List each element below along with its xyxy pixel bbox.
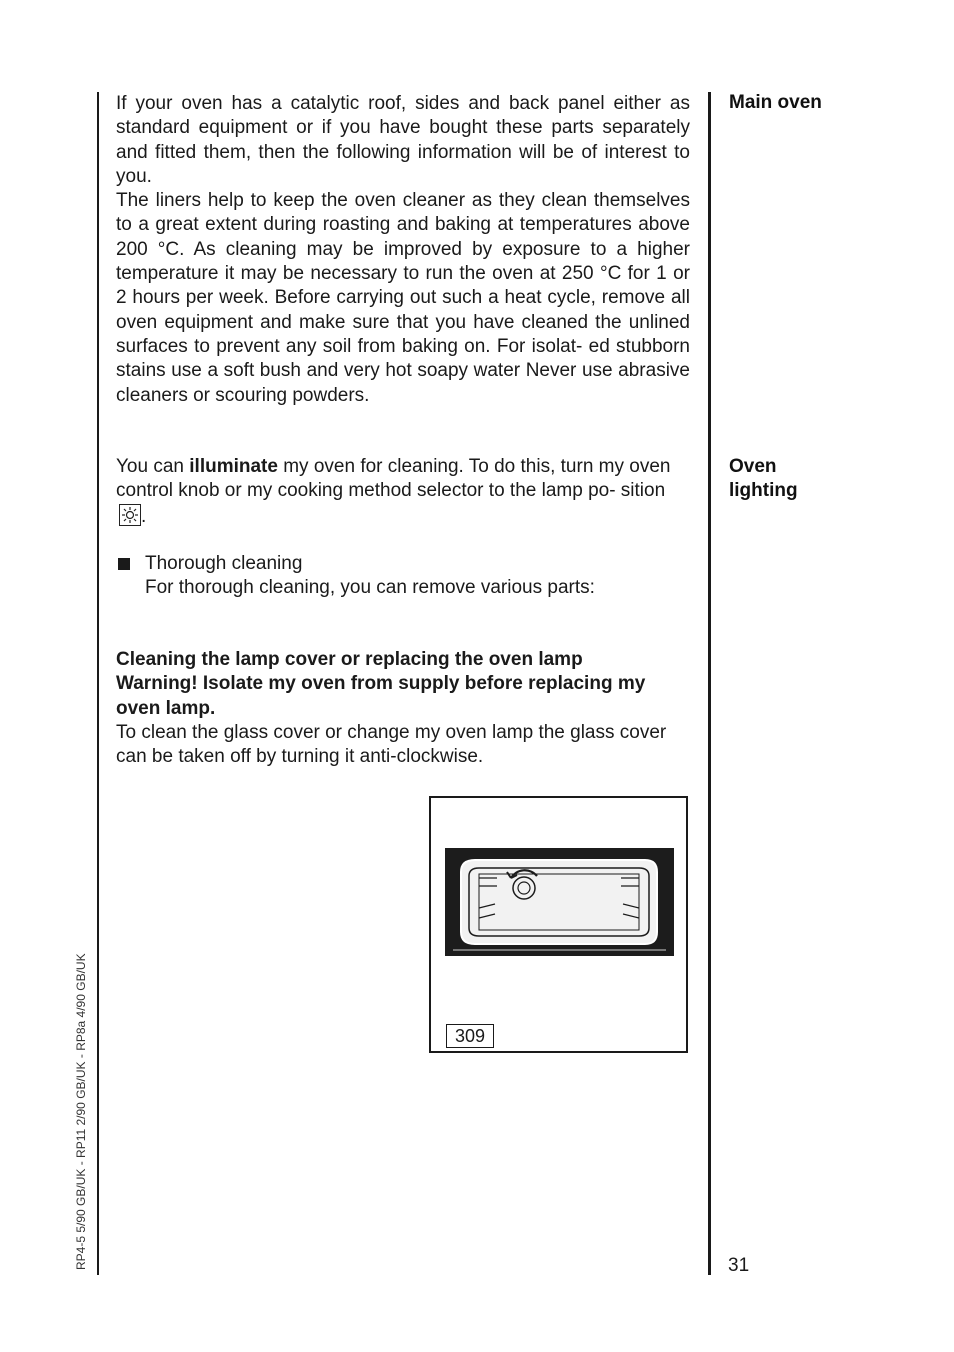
main-oven-heading: Main oven <box>729 92 822 113</box>
lighting-paragraph <box>116 455 690 529</box>
oven-lighting-heading <box>729 455 929 503</box>
thorough-cleaning-text: For thorough cleaning, you can remove various parts: <box>145 577 595 599</box>
lighting-text-bold: illuminate <box>189 456 278 477</box>
oven-lighting-heading-line1: Oven <box>729 456 777 477</box>
lamp-cover-title: Cleaning the lamp cover or replacing the oven lamp <box>116 649 583 670</box>
lamp-cover-section <box>116 648 690 769</box>
document-reference-code: RP4-5 5/90 GB/UK - RP11 2/90 GB/UK - RP8a 4/90 GB/UK <box>74 953 88 1270</box>
lamp-position-icon <box>119 504 141 526</box>
left-margin-rule <box>97 92 99 1275</box>
oven-lighting-heading-line2: lighting <box>729 480 798 501</box>
intro-paragraph-2: The liners help to keep the oven cleaner as they clean themselves to a great extent during roasting and baking at temperatures above 200 °C. As cleaning may be improved by exposure to a higher temperature it may be necessary to run the oven at 250 °C for 1 or 2 hours per week. Before carrying out such a heat cycle, remove all oven equipment and make sure that you have cleaned the unlined surfaces to prevent any soil from baking on. For isolat- ed stubborn stains use a soft bush and very hot soapy water Never use abrasive cleaners or scouring powders. <box>116 190 690 406</box>
lighting-text-pre: You can <box>116 456 190 477</box>
lighting-text-post: my oven for cleaning. To do this, turn my oven control knob or my cooking method selector to the lamp po- sition <box>116 456 671 502</box>
lighting-text-end: . <box>141 505 147 527</box>
right-margin-rule <box>708 92 711 1275</box>
oven-lamp-illustration <box>445 848 674 956</box>
lamp-cover-body: To clean the glass cover or change my oven lamp the glass cover can be taken off by turning it anti-clockwise. <box>116 721 667 768</box>
figure-number-label: 309 <box>446 1024 494 1048</box>
thorough-cleaning-item <box>116 552 690 601</box>
intro-paragraph-1: If your oven has a catalytic roof, sides and back panel either as standard equipment or if you have bought these parts separately and fitted them, then the following information will be of interest to you. <box>116 93 690 187</box>
thorough-cleaning-title: Thorough cleaning <box>145 553 303 574</box>
oven-lamp-figure <box>429 796 688 1053</box>
bullet-square-icon <box>118 558 130 570</box>
lamp-warning: Warning! Isolate my oven from supply before replacing my oven lamp. <box>116 673 646 719</box>
intro-section <box>116 92 690 408</box>
page-number: 31 <box>728 1255 750 1276</box>
